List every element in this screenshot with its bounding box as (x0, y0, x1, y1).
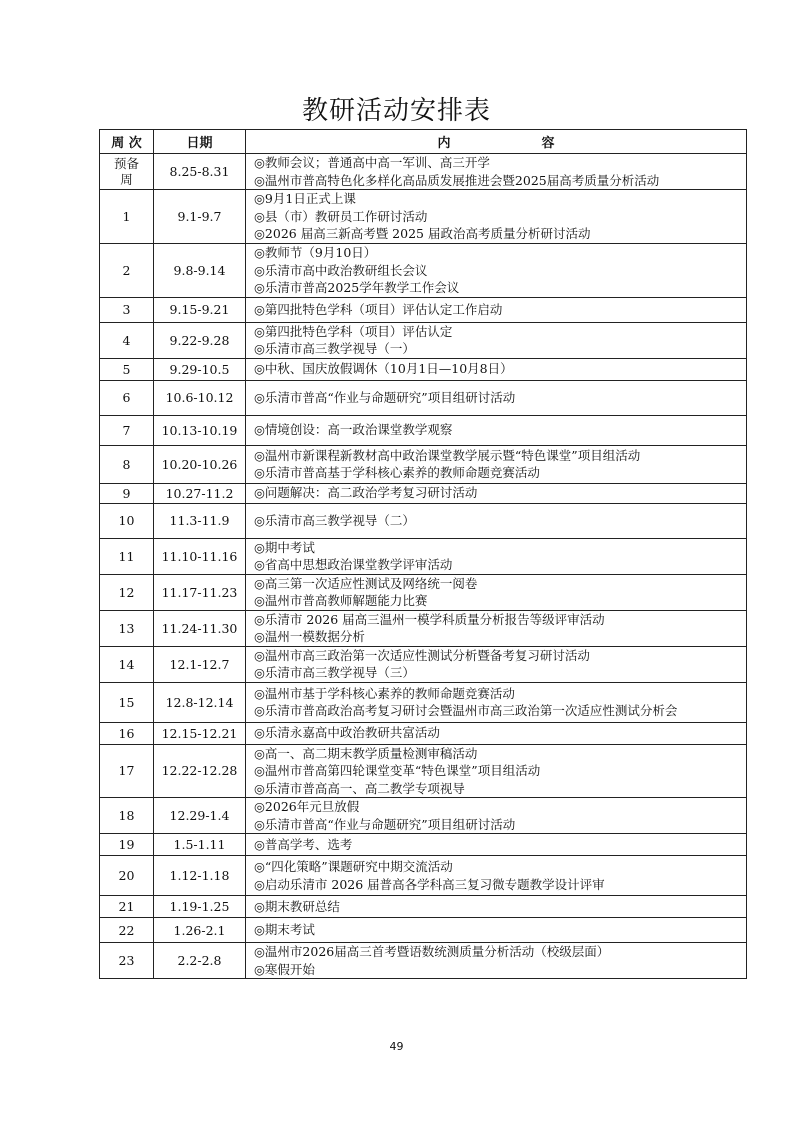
activity-item: ◎温州市基于学科核心素养的教师命题竞赛活动 (254, 685, 515, 701)
activity-item: ◎温州市普高第四轮课堂变革“特色课堂”项目组活动 (254, 763, 541, 778)
table-row (100, 574, 747, 610)
table-row (100, 190, 747, 244)
content-cell (246, 503, 747, 538)
activity-item: ◎问题解决：高二政治学考复习研讨活动 (254, 485, 478, 501)
activity-item: ◎乐清市普高2025学年教学工作会议 (254, 280, 460, 295)
content-cell (246, 445, 747, 483)
table-row (100, 322, 747, 358)
date-cell: 8.25-8.31 (154, 154, 246, 190)
table-row (100, 610, 747, 646)
week-cell: 14 (100, 646, 154, 682)
content-cell (246, 483, 747, 503)
content-cell (246, 918, 747, 943)
week-cell: 9 (100, 483, 154, 503)
date-cell: 9.8-9.14 (154, 244, 246, 298)
content-cell (246, 798, 747, 834)
date-cell: 2.2-2.8 (154, 943, 246, 979)
table-row (100, 154, 747, 190)
table-row (100, 834, 747, 856)
activity-item: ◎温州市普高教师解题能力比赛 (254, 593, 428, 608)
activity-item: ◎第四批特色学科（项目）评估认定 (254, 323, 453, 339)
table-row (100, 445, 747, 483)
content-cell (246, 415, 747, 445)
activity-item: ◎情境创设：高一政治课堂教学观察 (254, 422, 453, 438)
activity-item: ◎普高学考、选考 (254, 836, 353, 852)
week-cell: 12 (100, 574, 154, 610)
content-cell (246, 722, 747, 744)
week-cell: 20 (100, 856, 154, 896)
week-cell: 17 (100, 744, 154, 798)
header-date: 日期 (154, 130, 246, 154)
table-row (100, 682, 747, 722)
week-cell: 10 (100, 503, 154, 538)
activity-item: ◎9月1日正式上课 (254, 191, 356, 207)
content-cell (246, 322, 747, 358)
content-cell (246, 297, 747, 322)
date-cell: 12.15-12.21 (154, 722, 246, 744)
week-cell: 2 (100, 244, 154, 298)
activity-item: ◎省高中思想政治课堂教学评审活动 (254, 557, 453, 572)
activity-item: ◎乐清市高三教学视导（三） (254, 665, 415, 680)
date-cell: 11.3-11.9 (154, 503, 246, 538)
activity-item: ◎乐清市普高基于学科核心素养的教师命题竞赛活动 (254, 465, 540, 480)
date-cell: 10.27-11.2 (154, 483, 246, 503)
week-cell: 1 (100, 190, 154, 244)
content-cell (246, 358, 747, 380)
table-row (100, 415, 747, 445)
date-cell: 11.24-11.30 (154, 610, 246, 646)
activity-item: ◎乐清市普高政治高考复习研讨会暨温州市高三政治第一次适应性测试分析会 (254, 703, 678, 718)
week-cell: 18 (100, 798, 154, 834)
activity-item: ◎2026年元旦放假 (254, 799, 360, 814)
activity-item: ◎期中考试 (254, 539, 315, 555)
date-cell: 10.6-10.12 (154, 380, 246, 415)
table-row (100, 918, 747, 943)
activity-item: ◎温州市2026届高三首考暨语数统测质量分析活动（校级层面） (254, 944, 610, 959)
activity-item: ◎温州市高三政治第一次适应性测试分析暨备考复习研讨活动 (254, 647, 590, 663)
activity-item: ◎第四批特色学科（项目）评估认定工作启动 (254, 301, 503, 317)
table-header-row (100, 130, 747, 154)
week-cell: 19 (100, 834, 154, 856)
table-row (100, 943, 747, 979)
activity-item: ◎中秋、国庆放假调休（10月1日—10月8日） (254, 361, 513, 377)
week-cell: 7 (100, 415, 154, 445)
date-cell: 1.12-1.18 (154, 856, 246, 896)
header-content: 内 容 (246, 130, 747, 154)
activity-item: ◎乐清永嘉高中政治教研共富活动 (254, 725, 440, 741)
activity-item: ◎期末考试 (254, 922, 315, 938)
table-row (100, 483, 747, 503)
activity-item: ◎温州市新课程新教材高中政治课堂教学展示暨“特色课堂”项目组活动 (254, 447, 641, 463)
table-row (100, 856, 747, 896)
week-cell: 21 (100, 896, 154, 918)
date-cell: 9.22-9.28 (154, 322, 246, 358)
activity-item: ◎乐清市普高“作业与命题研究”项目组研讨活动 (254, 389, 516, 405)
activity-item: ◎乐清市普高“作业与命题研究”项目组研讨活动 (254, 816, 516, 832)
activity-item: ◎温州一模数据分析 (254, 629, 365, 644)
activity-item: ◎期末教研总结 (254, 898, 340, 914)
activity-item: ◎教师会议；普通高中高一军训、高三开学 (254, 155, 490, 170)
content-cell (246, 154, 747, 190)
activity-item: ◎乐清市普高高一、高二教学专项视导 (254, 780, 465, 796)
table-row (100, 646, 747, 682)
week-cell: 13 (100, 610, 154, 646)
week-cell: 4 (100, 322, 154, 358)
content-cell (246, 834, 747, 856)
week-cell: 5 (100, 358, 154, 380)
date-cell: 12.8-12.14 (154, 682, 246, 722)
activity-item: ◎乐清市高三教学视导（二） (254, 512, 415, 528)
page-number: 49 (389, 1040, 404, 1053)
date-cell: 10.13-10.19 (154, 415, 246, 445)
activity-item: ◎高一、高二期末教学质量检测审稿活动 (254, 745, 478, 761)
table-row (100, 744, 747, 798)
week-cell: 8 (100, 445, 154, 483)
date-cell: 9.15-9.21 (154, 297, 246, 322)
date-cell: 1.26-2.1 (154, 918, 246, 943)
date-cell: 11.10-11.16 (154, 538, 246, 574)
content-cell (246, 682, 747, 722)
header-week: 周 次 (100, 130, 154, 154)
activity-item: ◎乐清市高三教学视导（一） (254, 341, 415, 356)
week-cell: 3 (100, 297, 154, 322)
week-cell: 预备周 (100, 154, 154, 190)
date-cell: 12.29-1.4 (154, 798, 246, 834)
activity-item: ◎2026 届高三新高考暨 2025 届政治高考质量分析研讨活动 (254, 226, 591, 242)
schedule-table (99, 129, 747, 979)
activity-item: ◎高三第一次适应性测试及网络统一阅卷 (254, 575, 478, 591)
content-cell (246, 538, 747, 574)
activity-item: ◎温州市普高特色化多样化高品质发展推进会暨2025届高考质量分析活动 (254, 172, 660, 188)
content-cell (246, 244, 747, 298)
date-cell: 10.20-10.26 (154, 445, 246, 483)
week-cell: 11 (100, 538, 154, 574)
content-cell (246, 943, 747, 979)
content-cell (246, 380, 747, 415)
table-row (100, 722, 747, 744)
table-row (100, 297, 747, 322)
week-cell: 6 (100, 380, 154, 415)
content-cell (246, 646, 747, 682)
table-row (100, 503, 747, 538)
table-row (100, 538, 747, 574)
content-cell (246, 190, 747, 244)
date-cell: 9.1-9.7 (154, 190, 246, 244)
activity-item: ◎乐清市高中政治教研组长会议 (254, 262, 428, 278)
week-cell: 16 (100, 722, 154, 744)
date-cell: 11.17-11.23 (154, 574, 246, 610)
activity-item: ◎教师节（9月10日） (254, 245, 377, 260)
content-cell (246, 896, 747, 918)
content-cell (246, 744, 747, 798)
date-cell: 1.5-1.11 (154, 834, 246, 856)
content-cell (246, 856, 747, 896)
date-cell: 1.19-1.25 (154, 896, 246, 918)
table-row (100, 244, 747, 298)
page-title: 教研活动安排表 (301, 96, 491, 126)
content-cell (246, 574, 747, 610)
activity-item: ◎“四化策略”课题研究中期交流活动 (254, 859, 453, 874)
date-cell: 9.29-10.5 (154, 358, 246, 380)
activity-item: ◎寒假开始 (254, 961, 315, 977)
activity-item: ◎乐清市 2026 届高三温州一模学科质量分析报告等级评审活动 (254, 611, 605, 627)
table-row (100, 798, 747, 834)
table-row (100, 896, 747, 918)
table-row (100, 358, 747, 380)
week-cell: 22 (100, 918, 154, 943)
activity-item: ◎县（市）教研员工作研讨活动 (254, 208, 428, 224)
schedule-body (100, 154, 747, 979)
table-row (100, 380, 747, 415)
week-cell: 15 (100, 682, 154, 722)
date-cell: 12.22-12.28 (154, 744, 246, 798)
content-cell (246, 610, 747, 646)
date-cell: 12.1-12.7 (154, 646, 246, 682)
activity-item: ◎启动乐清市 2026 届普高各学科高三复习微专题教学设计评审 (254, 876, 605, 892)
week-cell: 23 (100, 943, 154, 979)
